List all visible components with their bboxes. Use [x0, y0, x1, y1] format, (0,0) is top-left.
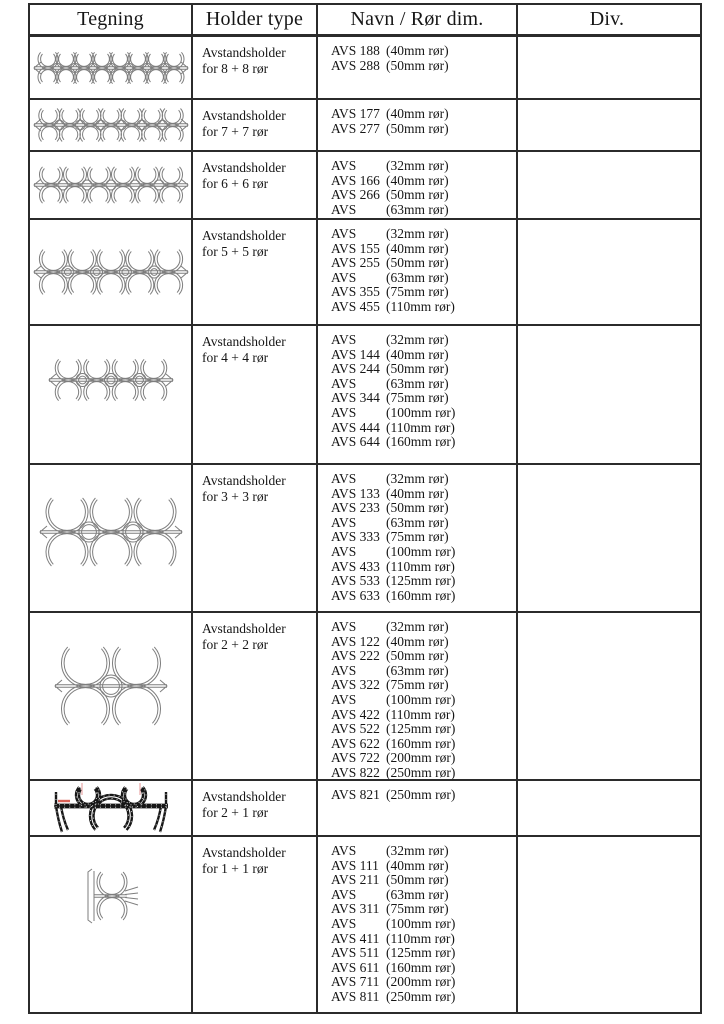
- product-line: [331, 620, 514, 635]
- product-line: [331, 516, 514, 531]
- product-dim: (110mm rør): [386, 558, 455, 574]
- table-row: [30, 100, 700, 152]
- product-dim: (32mm rør): [386, 471, 449, 486]
- product-line: [331, 589, 514, 604]
- holder-type-line: for 2 + 1 rør: [202, 804, 269, 820]
- product-code: AVS 722: [331, 750, 380, 766]
- product-dim: (160mm rør): [386, 587, 456, 603]
- div-cell: [518, 37, 696, 98]
- product-list: [318, 220, 518, 324]
- product-dim: (40mm rør): [386, 172, 449, 188]
- product-code: AVS: [331, 404, 357, 420]
- table-row: [30, 37, 700, 100]
- product-line: [331, 788, 514, 803]
- holder-type-cell: [193, 465, 318, 611]
- product-dim: (200mm rør): [386, 974, 456, 990]
- holder-type-line: for 1 + 1 rør: [202, 860, 269, 876]
- product-line: [331, 574, 514, 589]
- product-line: [331, 888, 514, 903]
- product-line: [331, 917, 514, 932]
- div-cell: [518, 837, 696, 1012]
- holder-type-line: Avstandsholder: [202, 789, 286, 804]
- product-code: AVS 433: [331, 558, 380, 574]
- product-code: AVS 355: [331, 284, 380, 300]
- product-dim: (160mm rør): [386, 434, 456, 450]
- product-list: [318, 837, 518, 1012]
- table-row: [30, 837, 700, 1012]
- product-line: [331, 751, 514, 766]
- holder-type-cell: [193, 326, 318, 463]
- product-code: AVS 811: [331, 988, 380, 1004]
- product-line: [331, 300, 514, 315]
- product-dim: (75mm rør): [386, 677, 449, 693]
- product-line: [331, 722, 514, 737]
- product-code: AVS 166: [331, 172, 380, 188]
- product-code: AVS 633: [331, 587, 380, 603]
- product-dim: (63mm rør): [386, 886, 449, 902]
- product-code: AVS: [331, 375, 357, 391]
- product-code: AVS 455: [331, 298, 380, 314]
- div-cell: [518, 100, 696, 150]
- table-row: [30, 465, 700, 613]
- product-code: AVS: [331, 201, 357, 217]
- spacer-1-1-icon: [81, 863, 141, 929]
- spacer-3-3-icon: [38, 491, 184, 573]
- product-dim: (75mm rør): [386, 529, 449, 545]
- product-dim: (32mm rør): [386, 619, 449, 634]
- product-dim: (50mm rør): [386, 120, 449, 136]
- product-line: [331, 227, 514, 242]
- product-line: [331, 122, 514, 137]
- product-line: [331, 203, 514, 218]
- product-code: AVS 821: [331, 787, 380, 802]
- product-list: [318, 465, 518, 611]
- holder-type-line: for 8 + 8 rør: [202, 60, 269, 76]
- holder-type-line: for 4 + 4 rør: [202, 349, 269, 365]
- product-code: AVS: [331, 158, 357, 173]
- product-line: [331, 530, 514, 545]
- product-code: AVS 244: [331, 361, 380, 377]
- product-dim: (200mm rør): [386, 750, 456, 766]
- product-dim: (40mm rør): [386, 106, 449, 121]
- product-code: AVS 122: [331, 633, 380, 649]
- spacer-5-5-icon: [32, 241, 190, 303]
- product-line: [331, 635, 514, 650]
- product-line: [331, 435, 514, 450]
- product-code: AVS 611: [331, 959, 380, 975]
- product-code: AVS 177: [331, 106, 380, 121]
- product-line: [331, 391, 514, 406]
- product-code: AVS 233: [331, 500, 380, 516]
- product-line: [331, 377, 514, 392]
- holder-type-cell: [193, 100, 318, 150]
- table-row: [30, 781, 700, 837]
- spacer-7-7-icon: [32, 104, 190, 146]
- product-code: AVS: [331, 843, 357, 858]
- product-dim: (125mm rør): [386, 721, 456, 737]
- product-dim: (250mm rør): [386, 787, 456, 802]
- product-line: [331, 873, 514, 888]
- product-line: [331, 975, 514, 990]
- product-dim: (63mm rør): [386, 662, 449, 678]
- product-code: AVS: [331, 543, 357, 559]
- product-dim: (63mm rør): [386, 269, 449, 285]
- product-code: AVS: [331, 691, 357, 707]
- product-code: AVS 533: [331, 573, 380, 589]
- product-line: [331, 285, 514, 300]
- product-code: AVS 255: [331, 255, 380, 271]
- product-dim: (50mm rør): [386, 57, 449, 73]
- holder-type-cell: [193, 37, 318, 98]
- product-code: AVS: [331, 332, 357, 347]
- product-dim: (32mm rør): [386, 226, 449, 241]
- product-line: [331, 421, 514, 436]
- product-line: [331, 545, 514, 560]
- product-line: [331, 844, 514, 859]
- product-code: AVS 155: [331, 240, 380, 256]
- product-code: AVS 322: [331, 677, 380, 693]
- product-dim: (63mm rør): [386, 201, 449, 217]
- product-code: AVS 311: [331, 901, 380, 917]
- holder-type-line: for 5 + 5 rør: [202, 243, 269, 259]
- product-line: [331, 333, 514, 348]
- header-tegning: Tegning: [30, 5, 193, 34]
- div-cell: [518, 613, 696, 779]
- product-dim: (100mm rør): [386, 915, 456, 931]
- product-code: AVS: [331, 915, 357, 931]
- holder-type-line: Avstandsholder: [202, 228, 286, 243]
- product-dim: (250mm rør): [386, 764, 456, 779]
- product-code: AVS 622: [331, 735, 380, 751]
- holder-type-line: for 7 + 7 rør: [202, 123, 269, 139]
- product-dim: (75mm rør): [386, 901, 449, 917]
- product-line: [331, 859, 514, 874]
- header-holder-type: Holder type: [193, 5, 318, 34]
- product-list: [318, 37, 518, 98]
- spacer-8-8-icon: [32, 48, 190, 88]
- product-dim: (75mm rør): [386, 284, 449, 300]
- product-list: [318, 100, 518, 150]
- product-code: AVS 644: [331, 434, 380, 450]
- product-line: [331, 362, 514, 377]
- product-dim: (100mm rør): [386, 543, 456, 559]
- product-dim: (50mm rør): [386, 872, 449, 888]
- div-cell: [518, 326, 696, 463]
- holder-type-cell: [193, 152, 318, 218]
- product-code: AVS 711: [331, 974, 380, 990]
- product-list: [318, 781, 518, 835]
- product-code: AVS 822: [331, 764, 380, 779]
- product-code: AVS: [331, 226, 357, 241]
- product-code: AVS 222: [331, 648, 380, 664]
- product-line: [331, 664, 514, 679]
- holder-type-line: for 6 + 6 rør: [202, 175, 269, 191]
- holder-type-cell: [193, 220, 318, 324]
- spacer-catalog-table: [28, 3, 702, 1014]
- product-dim: (160mm rør): [386, 735, 456, 751]
- div-cell: [518, 152, 696, 218]
- product-code: AVS 522: [331, 721, 380, 737]
- holder-type-line: Avstandsholder: [202, 334, 286, 349]
- holder-type-line: Avstandsholder: [202, 473, 286, 488]
- product-line: [331, 902, 514, 917]
- product-line: [331, 472, 514, 487]
- product-code: AVS 144: [331, 346, 380, 362]
- product-line: [331, 188, 514, 203]
- header-navn-ror-dim: Navn / Rør dim.: [318, 5, 518, 34]
- product-line: [331, 737, 514, 752]
- product-line: [331, 107, 514, 122]
- product-line: [331, 487, 514, 502]
- product-line: [331, 242, 514, 257]
- holder-type-line: Avstandsholder: [202, 108, 286, 123]
- product-dim: (50mm rør): [386, 361, 449, 377]
- table-row: [30, 326, 700, 465]
- product-line: [331, 649, 514, 664]
- product-code: AVS 188: [331, 43, 380, 58]
- product-dim: (50mm rør): [386, 500, 449, 516]
- table-header-row: [30, 5, 700, 37]
- table-row: [30, 220, 700, 326]
- product-code: AVS: [331, 886, 357, 902]
- product-code: AVS 277: [331, 120, 380, 136]
- product-dim: (63mm rør): [386, 514, 449, 530]
- product-line: [331, 766, 514, 779]
- product-code: AVS: [331, 662, 357, 678]
- product-list: [318, 613, 518, 779]
- product-dim: (250mm rør): [386, 988, 456, 1004]
- spacer-4-4-icon: [47, 354, 175, 406]
- table-row: [30, 152, 700, 220]
- product-dim: (75mm rør): [386, 390, 449, 406]
- spacer-2-2-icon: [53, 641, 169, 731]
- product-line: [331, 708, 514, 723]
- product-line: [331, 348, 514, 363]
- product-dim: (110mm rør): [386, 930, 455, 946]
- product-line: [331, 406, 514, 421]
- product-code: AVS 333: [331, 529, 380, 545]
- product-dim: (32mm rør): [386, 158, 449, 173]
- div-cell: [518, 220, 696, 324]
- product-dim: (50mm rør): [386, 187, 449, 203]
- holder-type-line: Avstandsholder: [202, 45, 286, 60]
- product-line: [331, 560, 514, 575]
- holder-type-cell: [193, 613, 318, 779]
- product-line: [331, 693, 514, 708]
- product-code: AVS 511: [331, 945, 380, 961]
- product-line: [331, 256, 514, 271]
- product-dim: (100mm rør): [386, 691, 456, 707]
- product-code: AVS: [331, 619, 357, 634]
- product-line: [331, 174, 514, 189]
- product-code: AVS 411: [331, 930, 380, 946]
- product-line: [331, 990, 514, 1005]
- table-row: [30, 613, 700, 781]
- product-line: [331, 159, 514, 174]
- product-dim: (40mm rør): [386, 346, 449, 362]
- product-line: [331, 44, 514, 59]
- product-line: [331, 678, 514, 693]
- product-dim: (110mm rør): [386, 298, 455, 314]
- spacer-6-6-icon: [32, 161, 190, 209]
- product-dim: (110mm rør): [386, 419, 455, 435]
- product-code: AVS 211: [331, 872, 380, 888]
- product-code: AVS 344: [331, 390, 380, 406]
- product-line: [331, 501, 514, 516]
- product-line: [331, 59, 514, 74]
- spacer-2-1-icon: [52, 782, 170, 834]
- product-code: AVS 288: [331, 57, 380, 73]
- product-dim: (32mm rør): [386, 332, 449, 347]
- product-code: AVS: [331, 514, 357, 530]
- product-dim: (32mm rør): [386, 843, 449, 858]
- holder-type-cell: [193, 781, 318, 835]
- product-line: [331, 946, 514, 961]
- product-list: [318, 326, 518, 463]
- product-dim: (50mm rør): [386, 648, 449, 664]
- product-line: [331, 932, 514, 947]
- product-line: [331, 961, 514, 976]
- header-div: Div.: [589, 8, 625, 30]
- holder-type-line: for 2 + 2 rør: [202, 636, 269, 652]
- product-dim: (100mm rør): [386, 404, 456, 420]
- product-code: AVS: [331, 269, 357, 285]
- div-cell: [518, 465, 696, 611]
- product-dim: (160mm rør): [386, 959, 456, 975]
- product-code: AVS 266: [331, 187, 380, 203]
- product-list: [318, 152, 518, 218]
- div-cell: [518, 781, 696, 835]
- product-dim: (125mm rør): [386, 573, 456, 589]
- holder-type-line: Avstandsholder: [202, 845, 286, 860]
- product-dim: (40mm rør): [386, 240, 449, 256]
- product-line: [331, 271, 514, 286]
- product-code: AVS 133: [331, 485, 380, 501]
- product-dim: (40mm rør): [386, 43, 449, 58]
- product-dim: (40mm rør): [386, 485, 449, 501]
- product-code: AVS 111: [331, 857, 379, 873]
- product-code: AVS 422: [331, 706, 380, 722]
- product-dim: (110mm rør): [386, 706, 455, 722]
- holder-type-line: Avstandsholder: [202, 160, 286, 175]
- holder-type-line: Avstandsholder: [202, 621, 286, 636]
- holder-type-line: for 3 + 3 rør: [202, 488, 269, 504]
- product-dim: (40mm rør): [386, 633, 449, 649]
- product-code: AVS 444: [331, 419, 380, 435]
- product-dim: (63mm rør): [386, 375, 449, 391]
- product-dim: (50mm rør): [386, 255, 449, 271]
- holder-type-cell: [193, 837, 318, 1012]
- product-code: AVS: [331, 471, 357, 486]
- product-dim: (125mm rør): [386, 945, 456, 961]
- product-dim: (40mm rør): [386, 857, 449, 873]
